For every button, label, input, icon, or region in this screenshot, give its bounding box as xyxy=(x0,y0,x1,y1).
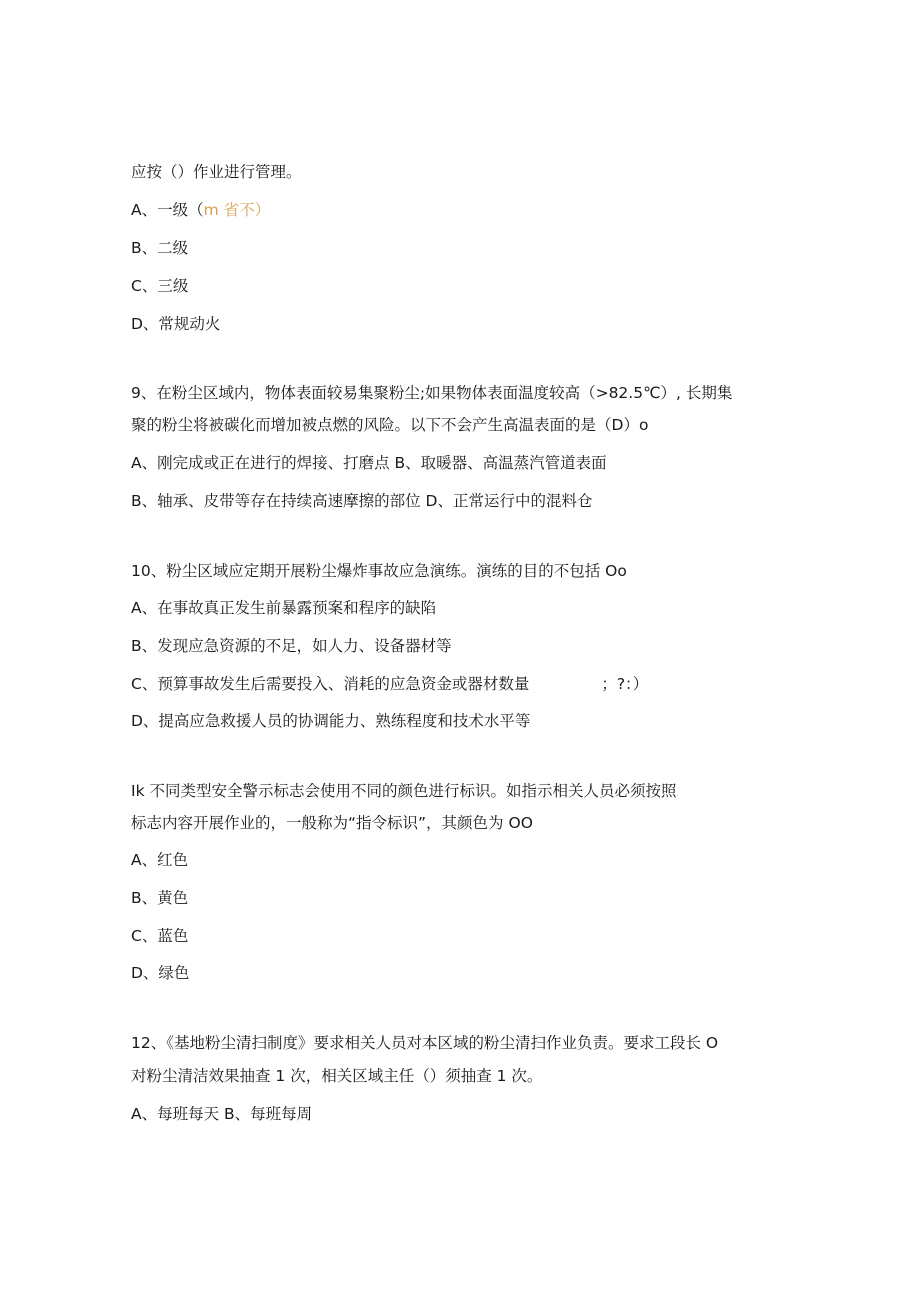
q12-stem-line2: 对粉尘清洁效果抽查 1 次，相关区域主任（）须抽查 1 次。 xyxy=(131,1067,543,1085)
q10-option-b: B、发现应急资源的不足，如人力、设备器材等 xyxy=(131,637,452,655)
q8-option-d: D、常规动火 xyxy=(131,315,221,333)
q10-option-d: D、提高应急救援人员的协调能力、熟练程度和技术水平等 xyxy=(131,712,531,730)
q10-stem: 10、粉尘区域应定期开展粉尘爆炸事故应急演练。演练的目的不包括 Oo xyxy=(131,562,627,580)
q10-option-c xyxy=(131,673,648,695)
q11-stem-line1: Ik 不同类型安全警示标志会使用不同的颜色进行标识。如指示相关人员必须按照 xyxy=(131,782,677,800)
q11-stem-line2: 标志内容开展作业的，一般称为“指令标识”，其颜色为 OO xyxy=(131,814,533,832)
q8-option-c: C、三级 xyxy=(131,277,189,295)
q11-option-b: B、黄色 xyxy=(131,889,189,907)
q11-option-a: A、红色 xyxy=(131,851,189,869)
q9-stem-line1: 9、在粉尘区域内，物体表面较易集聚粉尘;如果物体表面温度较高（>82.5℃）, 长期集 xyxy=(131,384,733,402)
q10-option-c-text: C、预算事故发生后需要投入、消耗的应急资金或器材数量 xyxy=(131,675,530,693)
q9-options-line2: B、轴承、皮带等存在持续高速摩擦的部位 D、正常运行中的混料仓 xyxy=(131,492,593,510)
q8-option-a-note: m 省不） xyxy=(203,201,271,219)
q12-stem-line1: 12、《基地粉尘清扫制度》要求相关人员对本区域的粉尘清扫作业负责。要求工段长 O xyxy=(131,1034,719,1052)
q8-option-a-text: A、一级（ xyxy=(131,201,204,219)
q11-option-c: C、蓝色 xyxy=(131,927,189,945)
q12-options-line1: A、每班每天 B、每班每周 xyxy=(131,1105,313,1123)
q8-stem: 应按（）作业进行管理。 xyxy=(131,163,302,181)
q9-stem-line2: 聚的粉尘将被碳化而增加被点燃的风险。以下不会产生高温表面的是（D）o xyxy=(131,416,649,434)
q9-options-line1: A、刚完成或正在进行的焊接、打磨点 B、取暖器、高温蒸汽管道表面 xyxy=(131,454,607,472)
q8-option-b: B、二级 xyxy=(131,239,189,257)
q10-option-c-tail: ；?：） xyxy=(601,675,649,693)
q8-option-a xyxy=(131,199,270,221)
q10-option-a: A、在事故真正发生前暴露预案和程序的缺陷 xyxy=(131,599,437,617)
q11-option-d: D、绿色 xyxy=(131,964,190,982)
